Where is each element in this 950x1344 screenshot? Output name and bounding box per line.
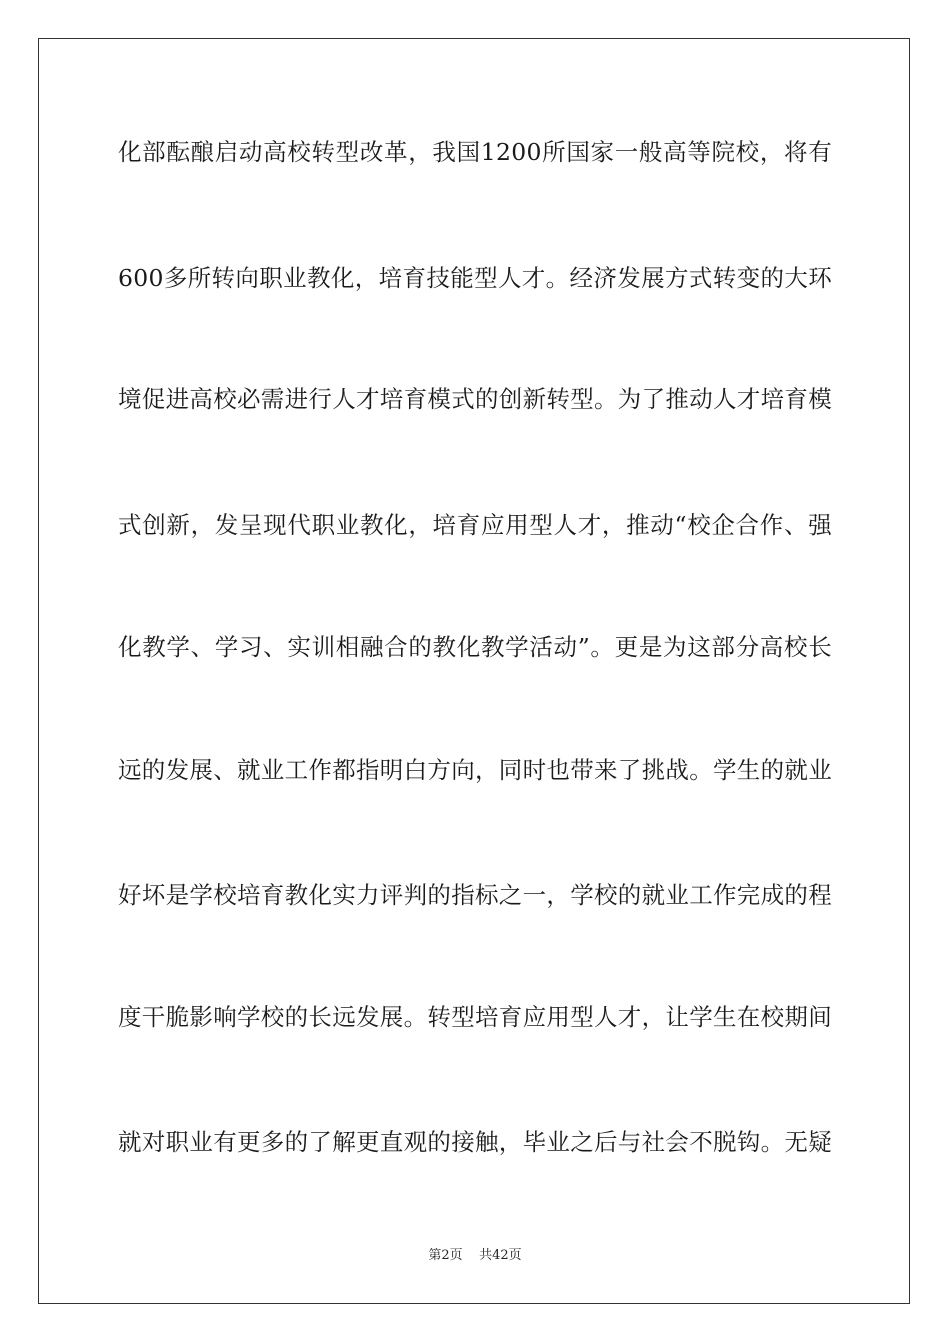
text-line: 就对职业有更多的了解更直观的接触，毕业之后与社会不脱钩。无疑 <box>118 1128 832 1156</box>
text-line: 远的发展、就业工作都指明白方向，同时也带来了挑战。学生的就业 <box>118 756 832 784</box>
text-line: 度干脆影响学校的长远发展。转型培育应用型人才，让学生在校期间 <box>118 1003 832 1031</box>
page-footer <box>0 1247 950 1265</box>
text-line: 化教学、学习、实训相融合的教化教学活动”。更是为这部分高校长 <box>118 633 832 661</box>
text-line: 化部酝酿启动高校转型改革，我国1200所国家一般高等院校，将有 <box>118 138 832 166</box>
text-line: 境促进高校必需进行人才培育模式的创新转型。为了推动人才培育模 <box>118 385 832 413</box>
page-total: 共42页 <box>479 1248 522 1263</box>
text-line: 600多所转向职业教化，培育技能型人才。经济发展方式转变的大环 <box>118 264 832 292</box>
text-line: 式创新，发呈现代职业教化，培育应用型人才，推动“校企合作、强 <box>118 511 832 539</box>
text-line: 好坏是学校培育教化实力评判的指标之一，学校的就业工作完成的程 <box>118 881 832 909</box>
page-border <box>38 38 910 1304</box>
page-number: 第2页 <box>428 1248 463 1263</box>
